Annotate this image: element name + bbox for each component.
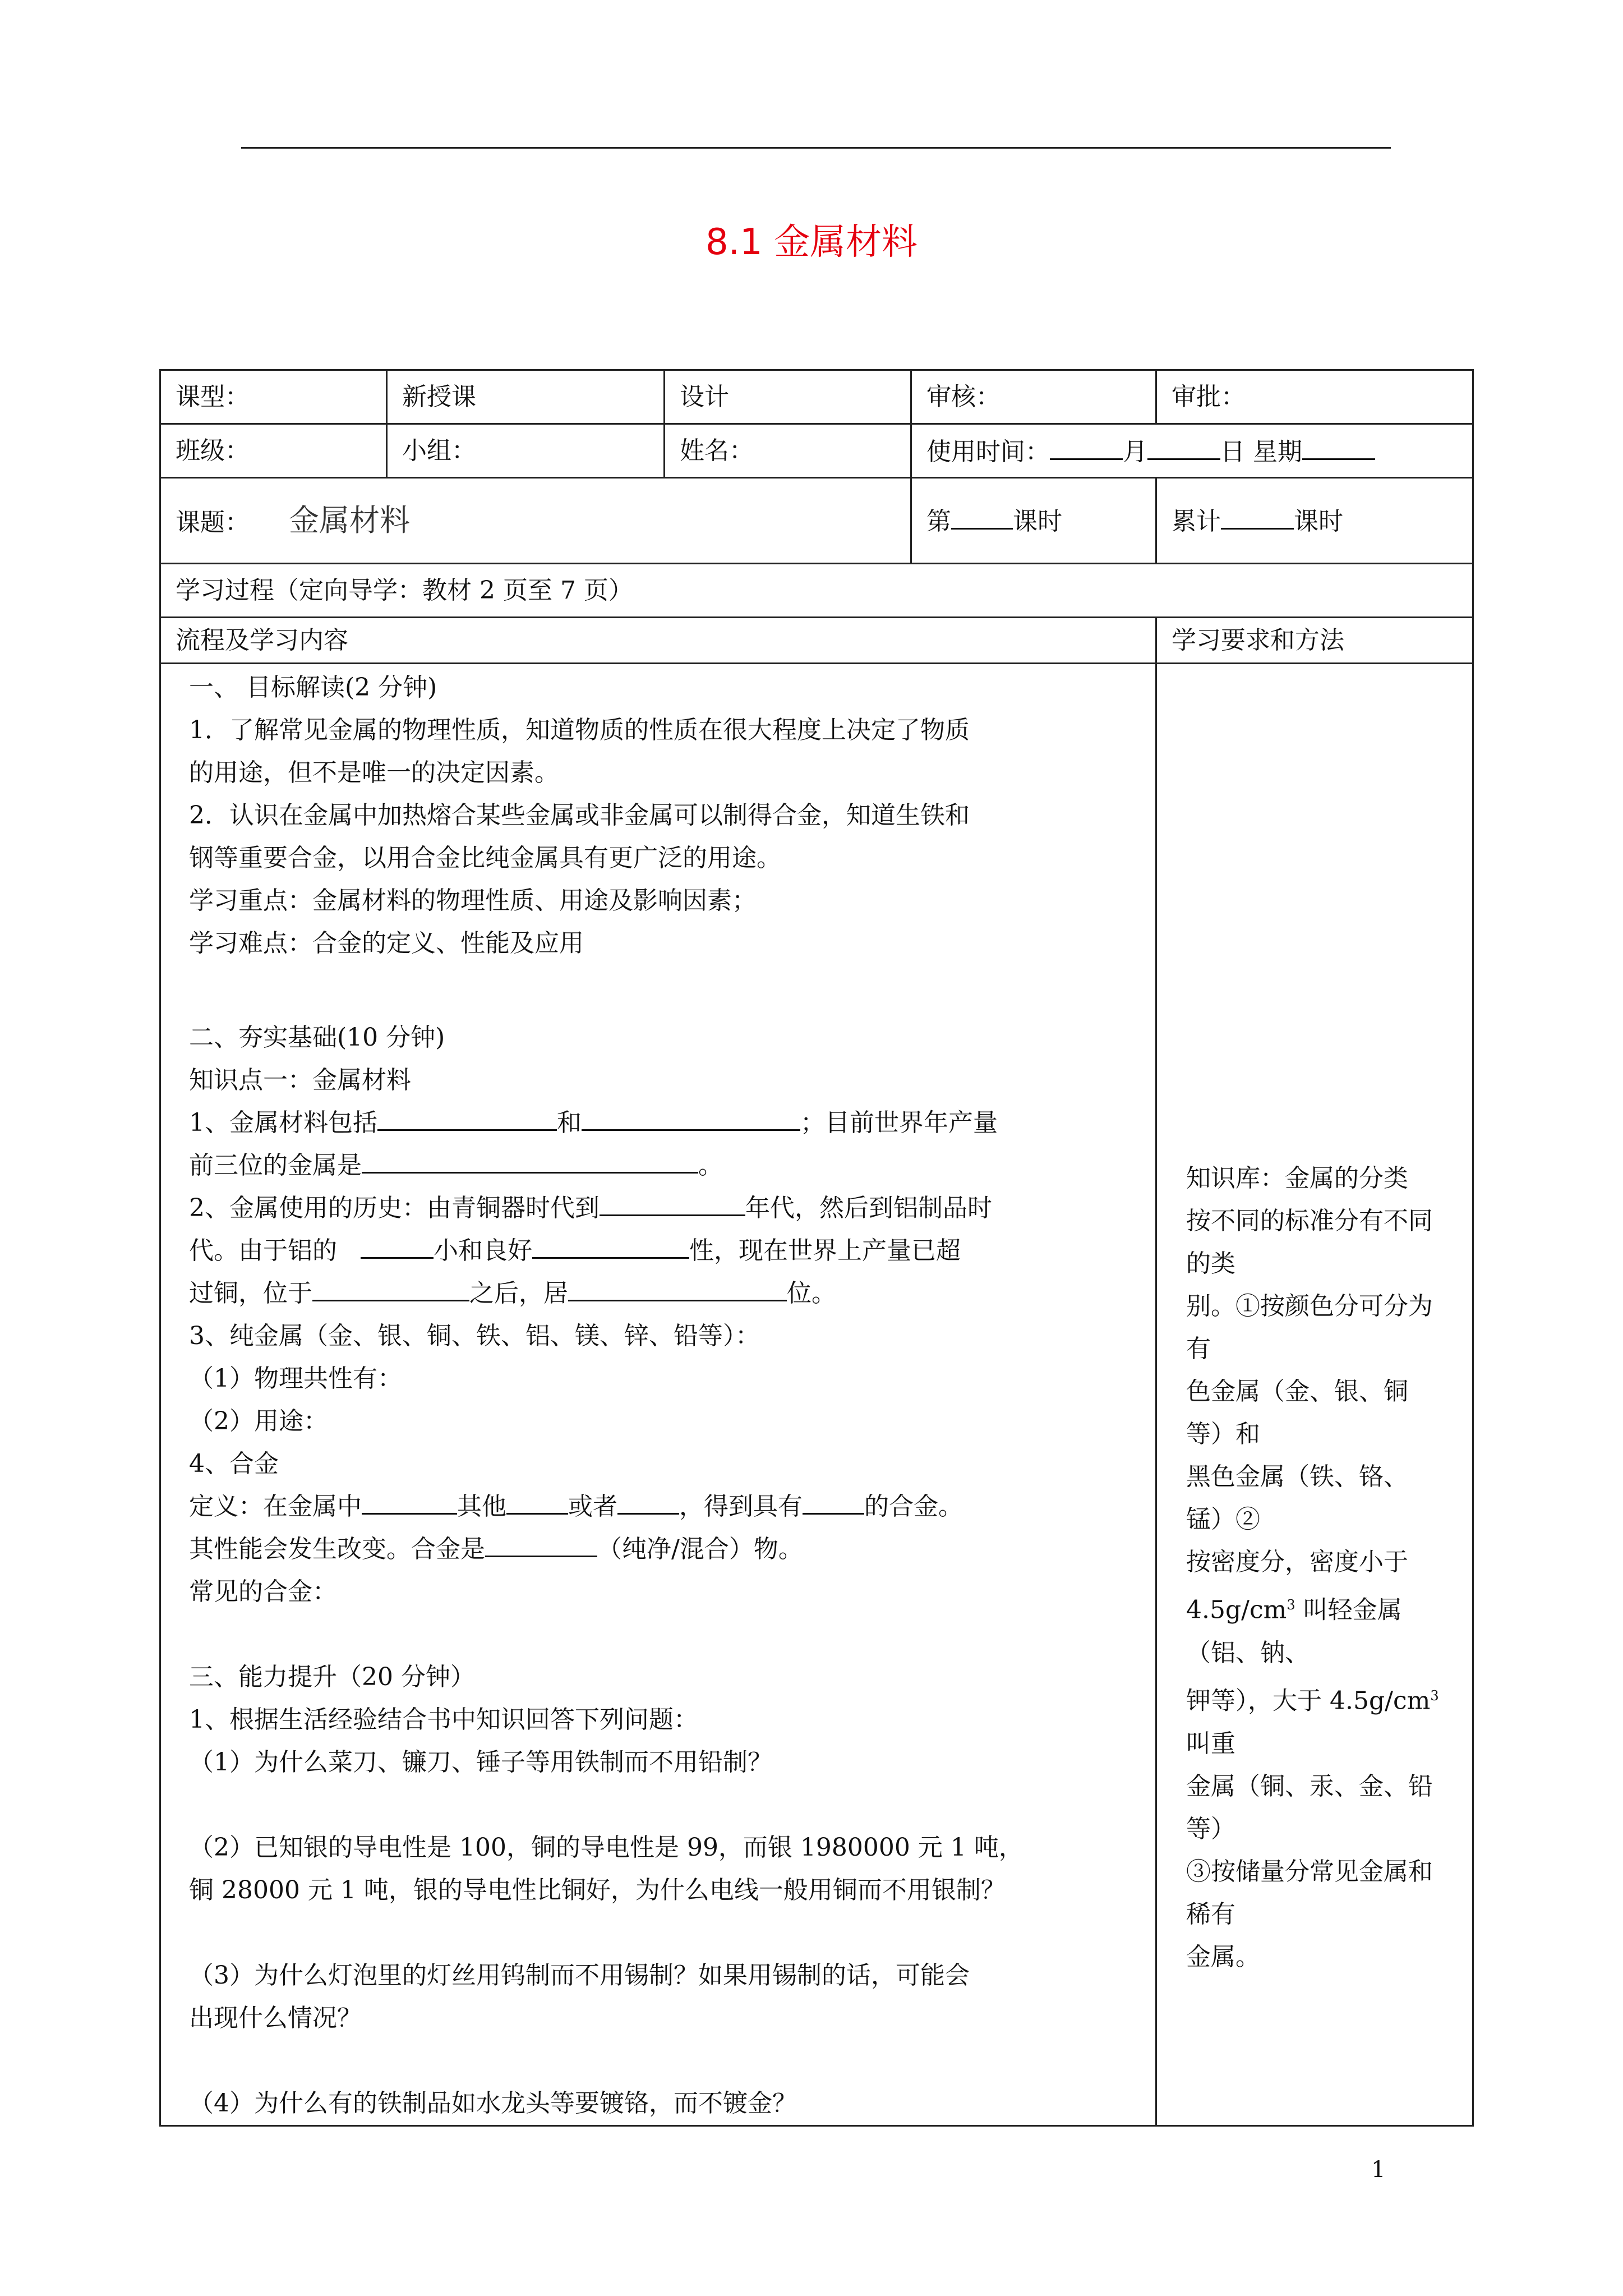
blank-input[interactable]: [362, 1488, 457, 1515]
question-2-line-1: 2、金属使用的历史：由青铜器时代到 年代，然后到铝制品时: [189, 1187, 1127, 1230]
blank-input[interactable]: [803, 1488, 864, 1515]
question-4: 4、合金: [189, 1450, 279, 1478]
course-type-label: 课型：: [160, 370, 387, 424]
name-label: 姓名：: [665, 424, 911, 478]
knowledge-base-line: 金属。: [1186, 1942, 1260, 1971]
lesson-plan-table: [159, 369, 1474, 2127]
question-1-line-1: 1、金属材料包括 和 ；目前世界年产量: [189, 1102, 1127, 1144]
blank-input[interactable]: [600, 1190, 745, 1216]
blank-input[interactable]: [568, 1275, 787, 1301]
goal-2-line-1: 2．认识在金属中加热熔合某些金属或非金属可以制得合金，知道生铁和: [189, 801, 970, 830]
group-label: 小组：: [387, 424, 665, 478]
approve-label: 审批：: [1156, 370, 1473, 424]
lesson-prefix: 第: [926, 507, 951, 536]
ability-question: 1、根据生活经验结合书中知识回答下列问题：: [189, 1705, 698, 1734]
ability-question-3-line-1: （3）为什么灯泡里的灯丝用钨制而不用锡制？如果用锡制的话，可能会: [189, 1961, 970, 1990]
content-cell: [160, 664, 1156, 2126]
question-2-line-2: 代。由于铝的 小和良好 性，现在世界上产量已超: [189, 1230, 1127, 1272]
ability-question-1: （1）为什么菜刀、镰刀、锤子等用铁制而不用铅制？: [189, 1748, 772, 1777]
topic-label: 课题：: [176, 508, 250, 537]
usage-time-label: 使用时间：: [926, 437, 1050, 466]
weekday-label: 星期: [1253, 437, 1302, 466]
month-label: 月: [1123, 437, 1147, 466]
usage-time-cell: [911, 424, 1473, 478]
knowledge-base-line: $4.5g/cm^3$ 叫轻金属（铝、钠、: [1186, 1596, 1402, 1667]
topic-value: 金属材料: [289, 502, 410, 538]
content-body: [176, 664, 1141, 2125]
question-1-line-2: 前三位的金属是 。: [189, 1144, 1127, 1187]
goal-1-line-1: 1．了解常见金属的物理性质，知道物质的性质在很大程度上决定了物质: [189, 716, 970, 744]
column-header-row: [160, 618, 1473, 664]
ability-question-3-line-2: 出现什么情况？: [189, 2004, 362, 2032]
content-column-header: 流程及学习内容: [160, 618, 1156, 664]
knowledge-base-title: 知识库：金属的分类: [1186, 1164, 1408, 1193]
day-label: 日: [1220, 437, 1245, 466]
key-point: 学习重点：金属材料的物理性质、用途及影响因素；: [189, 886, 757, 915]
body-row: [160, 664, 1473, 2126]
knowledge-base-line: 色金属（金、银、铜等）和: [1186, 1377, 1408, 1449]
page-title: 8.1 金属材料: [705, 222, 918, 263]
ability-question-2-line-2: 铜 28000 元 1 吨，银的导电性比铜好，为什么电线一般用铜而不用银制？: [189, 1876, 1006, 1904]
blank-input[interactable]: [617, 1488, 679, 1515]
knowledge-base-line: 钾等），大于 $4.5g/cm^3$叫重: [1186, 1686, 1439, 1758]
process-heading: 学习过程（定向导学：教材 2 页至 7 页）: [160, 564, 1473, 618]
info-row-3: [160, 478, 1473, 564]
alloy-definition-line-2: 其性能会发生改变。合金是 （纯净/混合）物。: [189, 1528, 1127, 1571]
question-3-1: （1）物理共性有：: [189, 1364, 402, 1393]
knowledge-point-1: 知识点一：金属材料: [189, 1066, 411, 1094]
header-rule: [241, 147, 1391, 149]
method-column-header: 学习要求和方法: [1156, 618, 1473, 664]
ability-question-2-line-1: （2）已知银的导电性是 100，铜的导电性是 99，而银 1980000 元 1 吨，: [189, 1833, 1023, 1862]
info-row-1: [160, 370, 1473, 424]
topic-cell: [160, 478, 911, 564]
question-3-2: （2）用途：: [189, 1407, 328, 1435]
class-label: 班级：: [160, 424, 387, 478]
blank-input[interactable]: [361, 1232, 434, 1259]
lesson-suffix: 课时: [1013, 507, 1062, 536]
page-number: 1: [1371, 2157, 1386, 2183]
knowledge-base-line: 黑色金属（铁、铬、锰）②: [1186, 1462, 1408, 1534]
blank-input[interactable]: [362, 1147, 698, 1174]
blank-input[interactable]: [582, 1105, 800, 1131]
process-row: [160, 564, 1473, 618]
section-3-title: 三、能力提升（20 分钟）: [189, 1663, 475, 1691]
info-row-2: [160, 424, 1473, 478]
question-3: 3、纯金属（金、银、铜、铁、铝、镁、锌、铅等）：: [189, 1322, 760, 1350]
lesson-number-cell: [911, 478, 1156, 564]
goal-2-line-2: 钢等重要合金，以用合金比纯金属具有更广泛的用途。: [189, 844, 781, 872]
month-blank[interactable]: [1050, 434, 1123, 460]
review-label: 审核：: [911, 370, 1156, 424]
total-lessons-blank[interactable]: [1221, 503, 1294, 530]
knowledge-base-line: 金属（铜、汞、金、铅等）: [1186, 1772, 1433, 1843]
knowledge-base-line: 按不同的标准分有不同的类: [1186, 1207, 1433, 1278]
total-suffix: 课时: [1294, 507, 1343, 536]
ability-question-4: （4）为什么有的铁制品如水龙头等要镀铬，而不镀金？: [189, 2089, 797, 2118]
lesson-number-blank[interactable]: [951, 503, 1013, 530]
alloy-definition-line-1: 定义：在金属中 其他 或者 ，得到具有 的合金。: [189, 1485, 1127, 1528]
question-2-line-3: 过铜，位于 之后，居 位。: [189, 1272, 1127, 1315]
method-cell: [1156, 664, 1473, 2126]
blank-input[interactable]: [532, 1232, 689, 1259]
total-prefix: 累计: [1172, 507, 1221, 536]
day-blank[interactable]: [1147, 434, 1220, 460]
knowledge-base-line: ③按储量分常见金属和稀有: [1186, 1857, 1433, 1929]
section-1-title: 一、 目标解读(2 分钟): [189, 673, 437, 702]
weekday-blank[interactable]: [1302, 434, 1375, 460]
goal-1-line-2: 的用途，但不是唯一的决定因素。: [189, 758, 559, 787]
blank-input[interactable]: [377, 1105, 557, 1131]
blank-input[interactable]: [312, 1275, 469, 1301]
blank-input[interactable]: [485, 1531, 597, 1557]
total-lessons-cell: [1156, 478, 1473, 564]
knowledge-base: [1172, 1157, 1458, 1978]
course-type-value: 新授课: [387, 370, 665, 424]
knowledge-base-line: 别。①按颜色分可分为有: [1186, 1292, 1433, 1364]
common-alloys: 常见的合金：: [189, 1577, 337, 1606]
section-2-title: 二、夯实基础(10 分钟): [189, 1023, 445, 1052]
blank-input[interactable]: [506, 1488, 568, 1515]
difficulty-point: 学习难点：合金的定义、性能及应用: [189, 929, 584, 958]
knowledge-base-line: 按密度分，密度小于: [1186, 1548, 1408, 1577]
design-label: 设计: [665, 370, 911, 424]
